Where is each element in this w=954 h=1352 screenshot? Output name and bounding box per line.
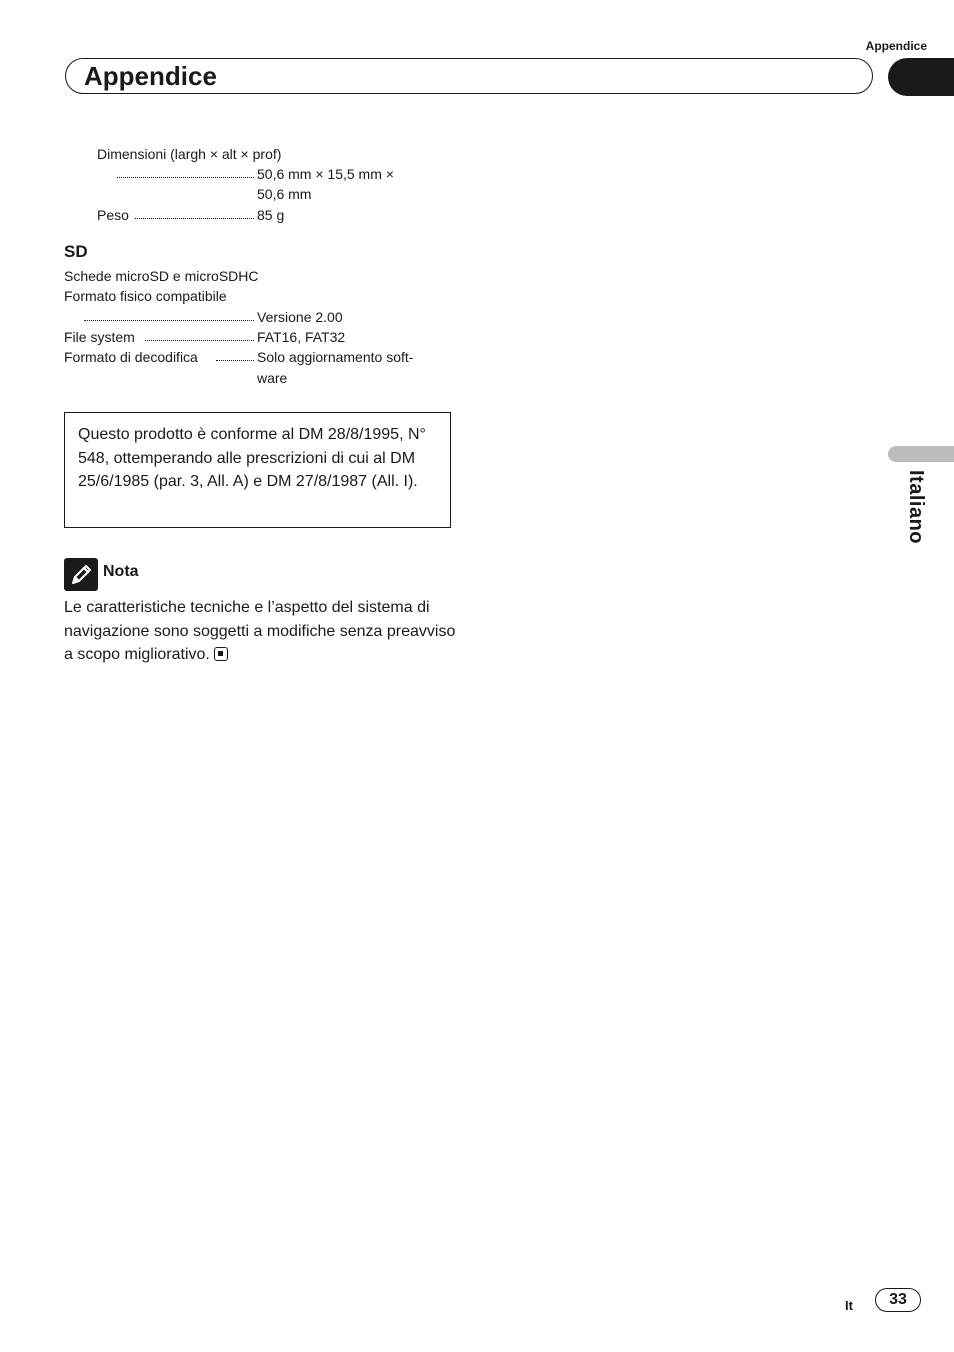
dimensions-value-line1: 50,6 mm × 15,5 mm × xyxy=(257,166,394,182)
decoding-label: Formato di decodifica xyxy=(64,349,198,365)
leader-dots xyxy=(84,320,254,321)
footer-language-code: It xyxy=(845,1298,853,1313)
sd-card-types: Schede microSD e microSDHC xyxy=(64,268,259,284)
note-heading: Nota xyxy=(103,563,139,580)
leader-dots xyxy=(135,218,254,219)
language-tab-marker xyxy=(888,446,954,462)
section-heading-sd: SD xyxy=(64,242,88,261)
running-header: Appendice xyxy=(865,39,927,53)
leader-dots xyxy=(145,340,254,341)
dimensions-value-line2: 50,6 mm xyxy=(257,186,312,202)
physical-format-value: Versione 2.00 xyxy=(257,309,343,325)
physical-format-label: Formato fisico compatibile xyxy=(64,288,227,304)
compliance-notice-text: Questo prodotto è conforme al DM 28/8/1995, N° 548, ottemperando alle prescrizioni di cui al DM 25/6/1985 (par. 3, All. A) e DM 27/8/1987 (All. I). xyxy=(78,426,426,490)
note-body xyxy=(64,596,456,667)
language-tab xyxy=(880,470,944,550)
note-text: Le caratteristiche tecniche e l’aspetto del sistema di navigazione sono soggetti a modifiche senza preavviso a scopo migliorativo. xyxy=(64,599,456,663)
page-number: 33 xyxy=(875,1288,921,1312)
end-of-section-icon xyxy=(214,647,228,661)
file-system-label: File system xyxy=(64,329,135,345)
pencil-note-icon xyxy=(64,558,98,591)
weight-value: 85 g xyxy=(257,207,285,223)
file-system-value: FAT16, FAT32 xyxy=(257,329,346,345)
weight-label: Peso xyxy=(97,207,129,223)
dimensions-label: Dimensioni (largh × alt × prof) xyxy=(97,146,282,162)
compliance-notice-box xyxy=(64,412,451,528)
language-tab-label: Italiano xyxy=(905,470,927,545)
decoding-value-line1: Solo aggiornamento soft- xyxy=(257,349,414,365)
leader-dots xyxy=(216,360,254,361)
page-title: Appendice xyxy=(84,61,217,91)
decoding-value-line2: ware xyxy=(257,370,288,386)
chapter-tab xyxy=(888,58,954,96)
leader-dots xyxy=(117,177,254,178)
